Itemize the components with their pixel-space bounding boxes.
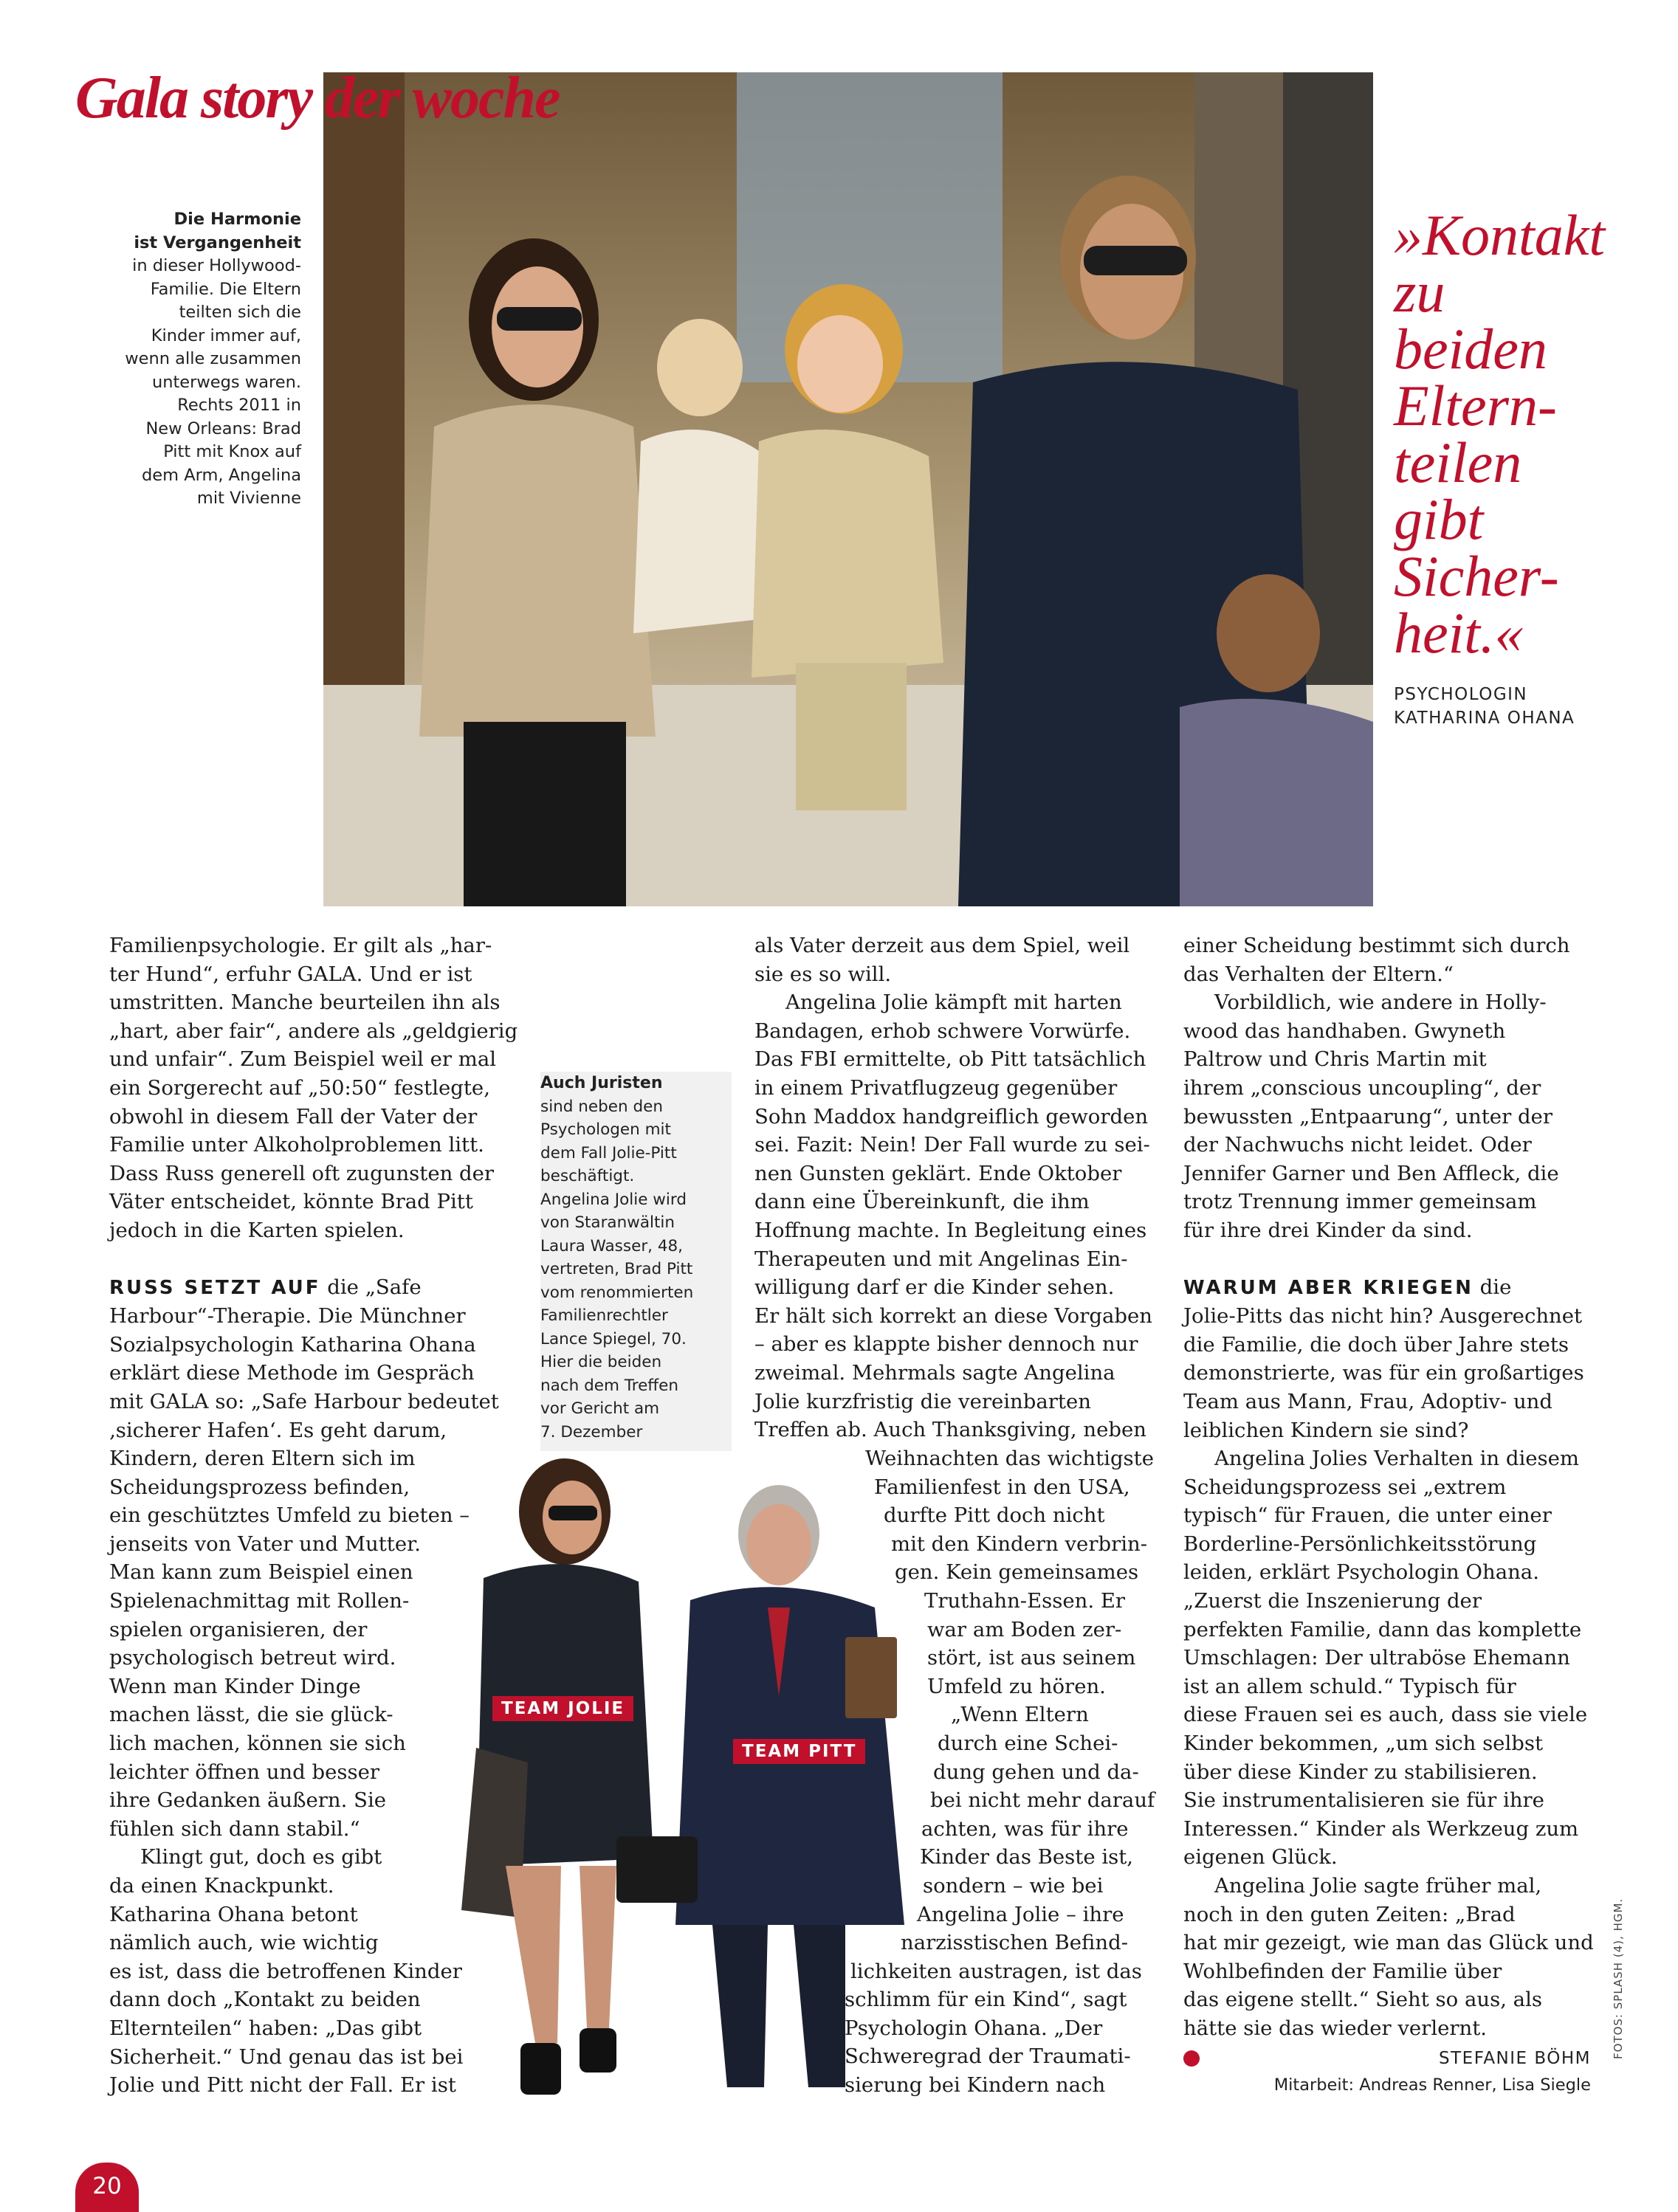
pull-quote-line: Eltern- <box>1394 373 1557 438</box>
body-line: Scheidungsprozess befinden, <box>109 1475 410 1499</box>
body-line: ihre Gedanken äußern. Sie <box>109 1788 387 1813</box>
photo-caption <box>65 208 301 511</box>
body-line: Sohn Maddox handgreiflich geworden <box>754 1104 1149 1129</box>
body-line: sondern – wie bei <box>923 1873 1104 1898</box>
body-line: leiblichen Kindern sie sind? <box>1183 1418 1469 1442</box>
body-line: Jolie und Pitt nicht der Fall. Er ist <box>109 2073 456 2098</box>
pull-quote-line: gibt <box>1394 487 1484 551</box>
body-line: diese Frauen sei es auch, dass sie viele <box>1183 1703 1588 1727</box>
body-line: Psychologin Ohana. „Der <box>845 2016 1103 2040</box>
photo-credit: FOTOS: SPLASH (4), HGM. <box>1612 1898 1625 2059</box>
body-line: Angelina Jolie sagte früher mal, <box>1214 1874 1542 1898</box>
family-photo <box>323 72 1373 906</box>
sidebar-title: Auch Juristen <box>540 1074 663 1092</box>
section-heading: RUSS SETZT AUF <box>109 1276 321 1299</box>
pull-quote-line: zu <box>1394 260 1445 324</box>
body-line: ter Hund“, erfuhr GALA. Und er ist <box>109 962 472 986</box>
body-line: sei. Fazit: Nein! Der Fall wurde zu sei- <box>754 1133 1150 1157</box>
body-line: typisch“ für Frauen, die unter einer <box>1183 1503 1552 1528</box>
body-line: Angelina Jolie – ihre <box>917 1902 1124 1926</box>
pull-quote-line: Sicher- <box>1394 544 1559 608</box>
pull-quote-line: beiden <box>1394 317 1547 381</box>
caption-line: Kinder immer auf, <box>151 325 301 345</box>
sidebar-note <box>540 1072 732 1451</box>
sidebar-line: sind neben den <box>540 1097 663 1116</box>
page-number: 20 <box>75 2163 139 2212</box>
sidebar-line: Hier die beiden <box>540 1353 662 1371</box>
body-line: lich machen, können sie sich <box>109 1732 406 1756</box>
body-line: Sicherheit.“ Und genau das ist bei <box>109 2044 464 2069</box>
body-line: nen Gunsten geklärt. Ende Oktober <box>754 1161 1122 1185</box>
caption-line: dem Arm, Angelina <box>142 465 301 485</box>
body-line: psychologisch betreut wird. <box>109 1646 396 1670</box>
pull-quote <box>1394 203 1645 665</box>
body-line: Dass Russ generell oft zugunsten der <box>109 1161 495 1185</box>
body-line: willigung darf er die Kinder sehen. <box>754 1275 1115 1300</box>
body-line: Kindern, deren Eltern sich im <box>109 1447 416 1471</box>
sidebar-line: Familienrechtler <box>540 1306 668 1325</box>
body-line: ist an allem schuld.“ Typisch für <box>1183 1674 1516 1698</box>
body-line: „hart, aber fair“, andere als „geldgierig <box>109 1019 518 1043</box>
body-line: umstritten. Manche beurteilen ihn als <box>109 990 501 1015</box>
body-line: noch in den guten Zeiten: „Brad <box>1183 1902 1516 1926</box>
sidebar-line: Lance Spiegel, 70. <box>540 1329 687 1348</box>
team-jolie-tag: TEAM JOLIE <box>492 1696 633 1721</box>
body-line: es ist, dass die betroffenen Kinder <box>109 1959 462 1983</box>
body-line: perfekten Familie, dann das komplette <box>1183 1617 1582 1641</box>
body-line: Sozialpsychologin Katharina Ohana <box>109 1332 476 1357</box>
paragraph-gap <box>1183 1245 1594 1273</box>
body-line: Man kann zum Beispiel einen <box>109 1560 413 1585</box>
caption-line: New Orleans: Brad <box>145 418 301 438</box>
body-line: gen. Kein gemeinsames <box>895 1560 1139 1585</box>
section-heading: WARUM ABER KRIEGEN <box>1183 1276 1474 1299</box>
body-line: Therapeuten und mit Angelinas Ein- <box>754 1247 1128 1271</box>
body-line: das Verhalten der Eltern.“ <box>1183 962 1454 986</box>
body-line: Truthahn-Essen. Er <box>924 1588 1126 1613</box>
body-line: Elternteilen“ haben: „Das gibt <box>109 2016 422 2040</box>
body-line: einer Scheidung bestimmt sich durch <box>1183 934 1570 957</box>
body-line: wood das handhaben. Gwyneth <box>1183 1019 1506 1043</box>
article-column-3 <box>1183 931 1594 2043</box>
article-column-2-wrap <box>845 1444 1155 2100</box>
body-line: da einen Knackpunkt. <box>109 1874 334 1898</box>
body-line: mit den Kindern verbrin- <box>891 1531 1148 1556</box>
body-line: obwohl in diesem Fall der Vater der <box>109 1104 478 1129</box>
body-line: Er hält sich korrekt an diese Vorgaben <box>754 1303 1152 1328</box>
body-line: der Nachwuchs nicht leidet. Oder <box>1183 1133 1532 1157</box>
body-line: Umfeld zu hören. <box>927 1674 1106 1698</box>
body-line: Kinder das Beste ist, <box>920 1845 1134 1870</box>
sidebar-line: Psychologen mit <box>540 1120 671 1139</box>
body-line: sie es so will. <box>754 962 892 986</box>
body-line: in einem Privatflugzeug gegenüber <box>754 1075 1118 1100</box>
body-line: Wenn man Kinder Dinge <box>109 1674 361 1698</box>
body-line: die Familie, die doch über Jahre stets <box>1183 1332 1569 1357</box>
body-line: war am Boden zer- <box>927 1617 1122 1641</box>
sidebar-line: 7. Dezember <box>540 1422 643 1441</box>
body-line: achten, was für ihre <box>921 1816 1129 1841</box>
body-line: hätte sie das wieder verlernt. <box>1183 2016 1488 2040</box>
body-line: Katharina Ohana betont <box>109 1902 358 1926</box>
caption-line: teilten sich die <box>179 303 301 322</box>
caption-line: wenn alle zusammen <box>125 349 301 368</box>
body-line: stört, ist aus seinem <box>927 1646 1136 1670</box>
body-line: Familienpsychologie. Er gilt als „har- <box>109 934 492 957</box>
body-line: bei nicht mehr darauf <box>930 1788 1155 1813</box>
sidebar-line: vom renommierten <box>540 1283 694 1302</box>
author-byline: STEFANIE BÖHM <box>1439 2049 1591 2068</box>
sidebar-line: beschäftigt. <box>540 1167 635 1185</box>
body-line: Schweregrad der Traumati- <box>845 2044 1131 2069</box>
body-line: Hoffnung machte. In Begleitung eines <box>754 1218 1147 1242</box>
body-line: Familienfest in den USA, <box>874 1475 1130 1499</box>
body-line: ein Sorgerecht auf „50:50“ festlegte, <box>109 1075 490 1100</box>
pull-quote-line: teilen <box>1394 430 1522 495</box>
body-line: leiden, erklärt Psychologin Ohana. <box>1183 1560 1539 1585</box>
body-line: mit GALA so: „Safe Harbour bedeutet <box>109 1389 499 1413</box>
pull-quote-line: heit.« <box>1394 601 1524 665</box>
body-line: leichter öffnen und besser <box>109 1760 380 1784</box>
body-line: „Wenn Eltern <box>951 1703 1089 1727</box>
caption-line: unterwegs waren. <box>151 372 301 392</box>
body-line: durch eine Schei- <box>938 1731 1118 1755</box>
sidebar-line: dem Fall Jolie-Pitt <box>540 1143 677 1162</box>
body-line: – aber es klappte bisher dennoch nur <box>754 1332 1138 1357</box>
body-line: nämlich auch, wie wichtig <box>109 1931 379 1955</box>
body-line: demonstrierte, was für ein großartiges <box>1183 1361 1584 1385</box>
caption-line: Familie. Die Eltern <box>150 279 301 299</box>
body-line: Klingt gut, doch es gibt <box>140 1845 382 1870</box>
body-line: Väter entscheidet, könnte Brad Pitt <box>109 1190 473 1214</box>
heading-continuation: die „Safe <box>320 1275 422 1299</box>
body-line: ihrem „conscious uncoupling“, der <box>1183 1075 1541 1100</box>
body-line: machen lässt, die sie glück- <box>109 1703 393 1727</box>
body-line: jenseits von Vater und Mutter. <box>109 1531 421 1556</box>
body-line: ‚sicherer Hafen‘. Es geht darum, <box>109 1418 447 1442</box>
pull-quote-source-line: PSYCHOLOGIN <box>1394 685 1528 704</box>
caption-bold-2: ist Vergangenheit <box>134 232 301 252</box>
body-line: Paltrow und Chris Martin mit <box>1183 1047 1487 1072</box>
body-line: Jolie kurzfristig die vereinbarten <box>754 1389 1091 1413</box>
body-line: Umschlagen: Der ultraböse Ehemann <box>1183 1646 1570 1670</box>
sidebar-line: von Staranwältin <box>540 1213 675 1232</box>
body-line: Wohlbefinden der Familie über <box>1183 1959 1502 1983</box>
body-line: spielen organisieren, der <box>109 1617 368 1641</box>
caption-line: mit Vivienne <box>196 489 301 508</box>
body-line: zweimal. Mehrmals sagte Angelina <box>754 1360 1115 1385</box>
body-line: schlimm für ein Kind“, sagt <box>845 1988 1127 2012</box>
body-line: erklärt diese Methode im Gespräch <box>109 1361 475 1385</box>
body-line: Interessen.“ Kinder als Werkzeug zum <box>1183 1816 1579 1841</box>
body-line: dung gehen und da- <box>933 1760 1139 1784</box>
body-line: und unfair“. Zum Beispiel weil er mal <box>109 1047 497 1072</box>
body-line: fühlen sich dann stabil.“ <box>109 1816 360 1841</box>
caption-line: in dieser Hollywood- <box>132 256 301 275</box>
section-heading-line <box>109 1273 518 1303</box>
body-line: ein geschütztes Umfeld zu bieten – <box>109 1503 470 1528</box>
body-line: Sie instrumentalisieren sie für ihre <box>1183 1788 1544 1813</box>
section-heading-line <box>1183 1273 1594 1303</box>
body-line: Scheidungsprozess sei „extrem <box>1183 1475 1507 1499</box>
family-photo-illustration <box>323 72 1373 906</box>
body-line: Team aus Mann, Frau, Adoptiv- und <box>1183 1389 1553 1413</box>
body-line: lichkeiten austragen, ist das <box>850 1959 1142 1983</box>
body-line: Weihnachten das wichtigste <box>865 1447 1154 1470</box>
body-line: als Vater derzeit aus dem Spiel, weil <box>754 934 1130 957</box>
article-column-2 <box>754 931 1152 1444</box>
body-line: Borderline-Persönlichkeitsstörung <box>1183 1531 1537 1556</box>
caption-line: Pitt mit Knox auf <box>163 442 301 461</box>
sidebar-line: nach dem Treffen <box>540 1376 678 1395</box>
body-line: Spielenachmittag mit Rollen- <box>109 1589 410 1613</box>
sidebar-line: Laura Wasser, 48, <box>540 1236 684 1255</box>
sidebar-line: Angelina Jolie wird <box>540 1190 687 1209</box>
body-line: für ihre drei Kinder da sind. <box>1183 1218 1473 1242</box>
body-line: Familie unter Alkoholproblemen litt. <box>109 1133 484 1157</box>
sidebar-line: vor Gericht am <box>540 1399 660 1418</box>
body-line: Vorbildlich, wie andere in Holly- <box>1214 990 1547 1015</box>
body-line: dann doch „Kontakt zu beiden <box>109 1988 421 2012</box>
body-line: Bandagen, erhob schwere Vorwürfe. <box>754 1019 1131 1043</box>
body-line: Angelina Jolie kämpft mit harten <box>785 990 1122 1015</box>
body-line: hat mir gezeigt, wie man das Glück und <box>1183 1931 1594 1955</box>
paragraph-gap <box>109 1245 518 1273</box>
body-line: Treffen ab. Auch Thanksgiving, neben <box>754 1418 1146 1442</box>
end-mark-icon <box>1183 2050 1200 2067</box>
caption-bold-1: Die Harmonie <box>173 210 301 229</box>
body-line: Harbour“-Therapie. Die Münchner <box>109 1304 466 1329</box>
section-kicker: Gala story der woche <box>75 66 560 131</box>
body-line: jedoch in die Karten spielen. <box>109 1218 405 1242</box>
body-line: Angelina Jolies Verhalten in diesem <box>1214 1447 1580 1471</box>
body-line: trotz Trennung immer gemeinsam <box>1183 1190 1537 1214</box>
heading-continuation: die <box>1473 1275 1512 1299</box>
body-line: „Zuerst die Inszenierung der <box>1183 1589 1482 1613</box>
caption-line: Rechts 2011 in <box>177 396 301 415</box>
body-line: über diese Kinder zu stabilisieren. <box>1183 1760 1538 1784</box>
pull-quote-line: »Kontakt <box>1394 203 1605 267</box>
body-line: bewussten „Entpaarung“, unter der <box>1183 1104 1553 1129</box>
body-line: Das FBI ermittelte, ob Pitt tatsächlich <box>754 1047 1146 1072</box>
pull-quote-source-line: KATHARINA OHANA <box>1394 709 1575 728</box>
body-line: sierung bei Kindern nach <box>845 2073 1106 2098</box>
body-line: Jolie-Pitts das nicht hin? Ausgerechnet <box>1183 1304 1583 1329</box>
body-line: Kinder bekommen, „um sich selbst <box>1183 1732 1544 1756</box>
body-line: dann eine Übereinkunft, die ihm <box>754 1190 1090 1214</box>
body-line: durfte Pitt doch nicht <box>884 1503 1105 1528</box>
body-line: das eigene stellt.“ Sieht so aus, als <box>1183 1988 1542 2012</box>
pull-quote-source <box>1394 683 1637 730</box>
body-line: narzisstischen Befind- <box>901 1931 1128 1955</box>
contributors: Mitarbeit: Andreas Renner, Lisa Siegle <box>1273 2075 1591 2095</box>
sidebar-line: vertreten, Brad Pitt <box>540 1260 693 1278</box>
body-line: Jennifer Garner und Ben Affleck, die <box>1183 1161 1559 1185</box>
body-line: eigenen Glück. <box>1183 1845 1338 1870</box>
team-pitt-tag: TEAM PITT <box>733 1739 865 1764</box>
